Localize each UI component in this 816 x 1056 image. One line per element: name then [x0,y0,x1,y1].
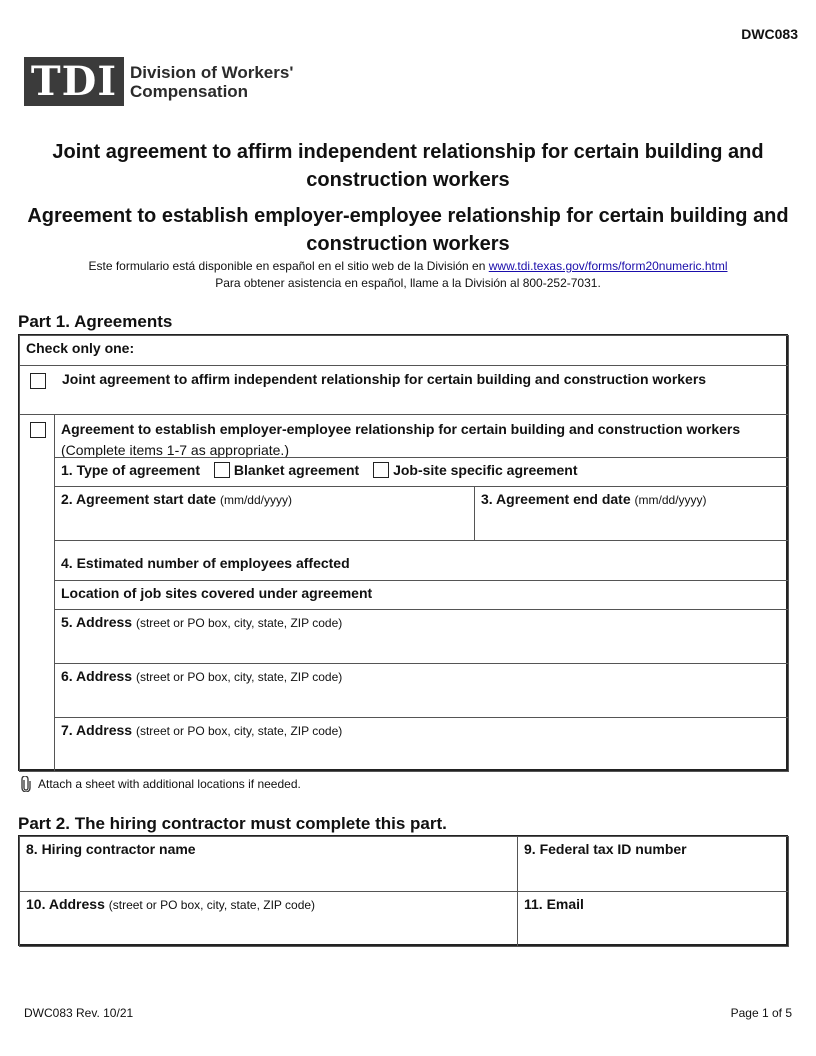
blanket-label: Blanket agreement [233,462,360,478]
start-date-label: 2. Agreement start date [61,491,217,507]
option2-checkbox[interactable] [30,422,46,438]
blanket-checkbox[interactable] [214,462,230,478]
part2-heading: Part 2. The hiring contractor must complete this part. [18,814,447,833]
address6-label: 6. Address [61,668,133,684]
contractor-address-field[interactable] [19,891,518,947]
address6-hint: (street or PO box, city, state, ZIP code) [135,670,343,684]
org-name [130,63,293,101]
title-primary: Joint agreement to affirm independent relationship for certain building and construction workers [52,141,764,191]
end-date-hint: (mm/dd/yyyy) [634,493,707,507]
email-field[interactable] [517,891,789,947]
option2-row [19,414,55,772]
spanish-line1: Este formulario está disponible en español en el sitio web de la División en [88,259,486,273]
part2-table [18,835,788,946]
title-secondary: Agreement to establish employer-employee relationship for certain building and construction workers [27,205,789,255]
jobsite-label: Job-site specific agreement [393,462,578,478]
employees-field[interactable] [54,540,789,581]
address5-field[interactable] [54,609,789,664]
logo-mark: TDI [24,57,124,106]
page-number: Page 1 of 5 [730,1006,792,1020]
attach-note [20,776,301,792]
email-label: 11. Email [524,896,584,912]
spanish-notice [18,258,798,292]
form-code: DWC083 [741,26,798,42]
forms-link[interactable]: www.tdi.texas.gov/forms/form20numeric.html [488,259,728,273]
org-name-line2: Compensation [130,81,249,101]
contractor-address-label: 10. Address [26,896,105,912]
address7-hint: (street or PO box, city, state, ZIP code) [135,724,343,738]
option1-checkbox[interactable] [30,373,46,389]
part1-heading: Part 1. Agreements [18,312,173,331]
option2-note: (Complete items 1-7 as appropriate.) [61,442,289,458]
start-date-field[interactable] [54,486,475,541]
address5-hint: (street or PO box, city, state, ZIP code) [135,616,343,630]
part1-table [18,334,788,771]
start-date-hint: (mm/dd/yyyy) [219,493,292,507]
end-date-field[interactable] [474,486,789,541]
agreement-type-row [54,457,789,487]
contractor-address-hint: (street or PO box, city, state, ZIP code) [108,898,316,912]
option2-label: Agreement to establish employer-employee relationship for certain building and construction workers [61,421,741,437]
tdi-logo [24,57,293,106]
tax-id-label: 9. Federal tax ID number [524,841,687,857]
end-date-label: 3. Agreement end date [481,491,631,507]
address7-field[interactable] [54,717,789,772]
address5-label: 5. Address [61,614,133,630]
tax-id-field[interactable] [517,836,789,892]
revision-label: DWC083 Rev. 10/21 [24,1006,134,1020]
contractor-name-field[interactable] [19,836,518,892]
location-heading: Location of job sites covered under agreement [54,580,789,610]
jobsite-checkbox[interactable] [373,462,389,478]
contractor-name-label: 8. Hiring contractor name [26,841,196,857]
address7-label: 7. Address [61,722,133,738]
check-only-label: Check only one: [19,335,789,366]
agreement-type-label: 1. Type of agreement [61,462,201,478]
address6-field[interactable] [54,663,789,718]
option1-label: Joint agreement to affirm independent relationship for certain building and construction workers [62,371,707,387]
option2-header [54,414,789,458]
paperclip-icon [20,776,32,792]
org-name-line1: Division of Workers' [130,62,294,82]
employees-label: 4. Estimated number of employees affected [61,555,350,571]
spanish-line2: Para obtener asistencia en español, llame a la División al 800-252-7031. [215,276,601,290]
attach-note-text: Attach a sheet with additional locations if needed. [38,777,301,791]
